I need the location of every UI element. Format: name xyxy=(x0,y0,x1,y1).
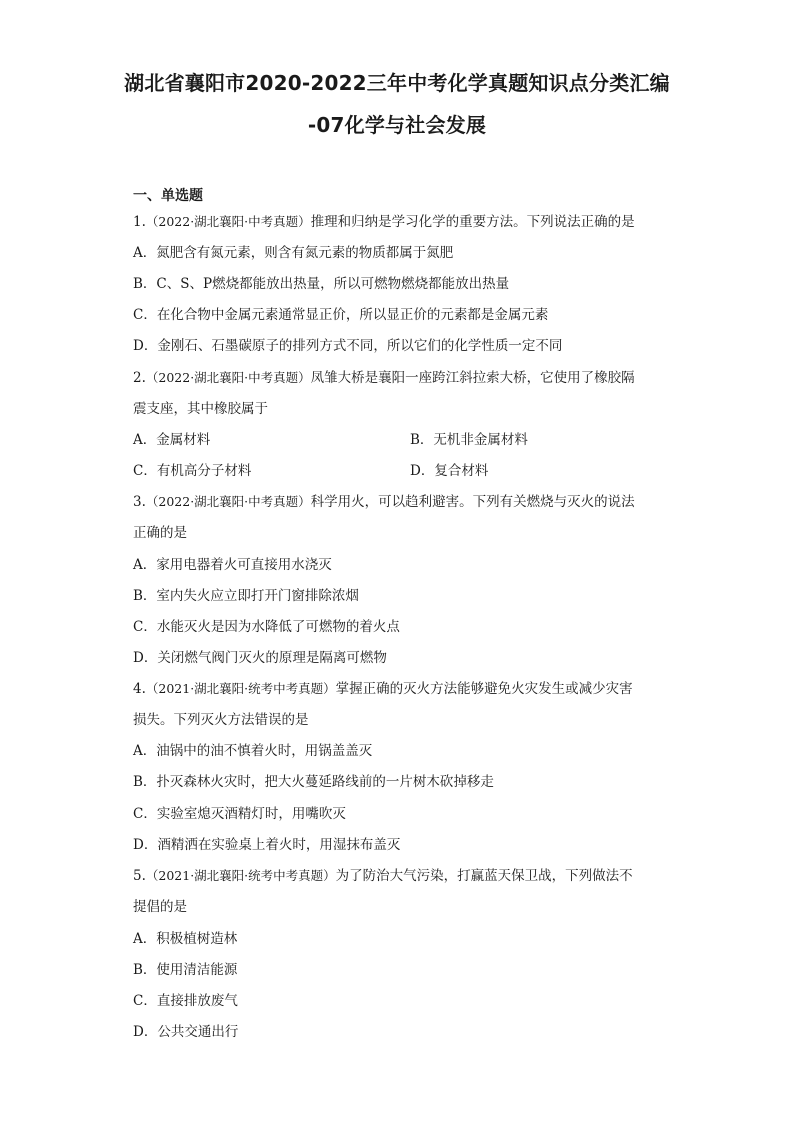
question-source: （2021·湖北襄阳·统考中考真题） xyxy=(145,868,336,883)
question-number: 4. xyxy=(133,681,146,697)
question-5-option-c: C．直接排放废气 xyxy=(133,993,238,1009)
question-source: （2021·湖北襄阳·统考中考真题） xyxy=(145,681,336,696)
question-4-option-b: B．扑灭森林火灾时，把大火蔓延路线前的一片树木砍掉移走 xyxy=(133,774,494,790)
question-4-option-a: A．油锅中的油不慎着火时，用锅盖盖灭 xyxy=(133,743,373,759)
question-3-option-d: D．关闭燃气阀门灭火的原理是隔离可燃物 xyxy=(133,650,387,666)
question-5-option-b: B．使用清洁能源 xyxy=(133,962,238,978)
question-number: 5. xyxy=(133,868,146,884)
question-3-option-b: B．室内失火应立即打开门窗排除浓烟 xyxy=(133,588,359,604)
question-5-stem-continued: 提倡的是 xyxy=(133,899,187,915)
question-3-stem-continued: 正确的是 xyxy=(133,525,187,541)
question-1-option-c: C．在化合物中金属元素通常显正价，所以显正价的元素都是金属元素 xyxy=(133,307,549,323)
question-source: （2022·湖北襄阳·中考真题） xyxy=(145,370,311,385)
question-3-stem xyxy=(133,492,635,512)
question-4-stem-continued: 损失。下列灭火方法错误的是 xyxy=(133,712,309,728)
question-4-option-c: C．实验室熄灭酒精灯时，用嘴吹灭 xyxy=(133,806,346,822)
question-source: （2022·湖北襄阳·中考真题） xyxy=(145,214,311,229)
document-title-line-1: 湖北省襄阳市2020-2022三年中考化学真题知识点分类汇编 xyxy=(124,71,670,95)
question-5-option-a: A．积极植树造林 xyxy=(133,931,238,947)
question-text: 科学用火，可以趋利避害。下列有关燃烧与灭火的说法 xyxy=(310,494,635,510)
question-2-stem-continued: 震支座，其中橡胶属于 xyxy=(133,401,268,417)
question-number: 2. xyxy=(133,370,146,386)
question-5-option-d: D．公共交通出行 xyxy=(133,1024,239,1040)
question-source: （2022·湖北襄阳·中考真题） xyxy=(145,494,311,509)
question-3-option-c: C．水能灭火是因为水降低了可燃物的着火点 xyxy=(133,619,400,635)
question-2-option-d: D．复合材料 xyxy=(410,463,489,479)
question-text: 凤雏大桥是襄阳一座跨江斜拉索大桥，它使用了橡胶隔 xyxy=(310,370,635,386)
question-2-option-a: A．金属材料 xyxy=(133,432,211,448)
question-1-option-d: D．金刚石、石墨碳原子的排列方式不同，所以它们的化学性质一定不同 xyxy=(133,338,563,354)
question-text: 掌握正确的灭火方法能够避免火灾发生或减少灾害 xyxy=(335,681,633,697)
question-4-option-d: D．酒精洒在实验桌上着火时，用湿抹布盖灭 xyxy=(133,837,401,853)
question-number: 3. xyxy=(133,494,146,510)
question-number: 1. xyxy=(133,214,146,230)
question-4-stem xyxy=(133,679,633,699)
question-2-stem xyxy=(133,368,635,388)
question-3-option-a: A．家用电器着火可直接用水浇灭 xyxy=(133,557,332,573)
question-1-stem xyxy=(133,212,635,232)
question-1-option-a: A．氮肥含有氮元素，则含有氮元素的物质都属于氮肥 xyxy=(133,245,454,261)
question-text: 推理和归纳是学习化学的重要方法。下列说法正确的是 xyxy=(310,214,635,230)
document-title-line-2: -07化学与社会发展 xyxy=(307,113,487,137)
question-text: 为了防治大气污染，打赢蓝天保卫战，下列做法不 xyxy=(335,868,633,884)
question-2-option-c: C．有机高分子材料 xyxy=(133,463,252,479)
question-5-stem xyxy=(133,866,633,886)
section-heading: 一、单选题 xyxy=(133,188,203,204)
question-2-option-b: B．无机非金属材料 xyxy=(410,432,528,448)
question-1-option-b: B．C、S、P燃烧都能放出热量，所以可燃物燃烧都能放出热量 xyxy=(133,276,510,292)
